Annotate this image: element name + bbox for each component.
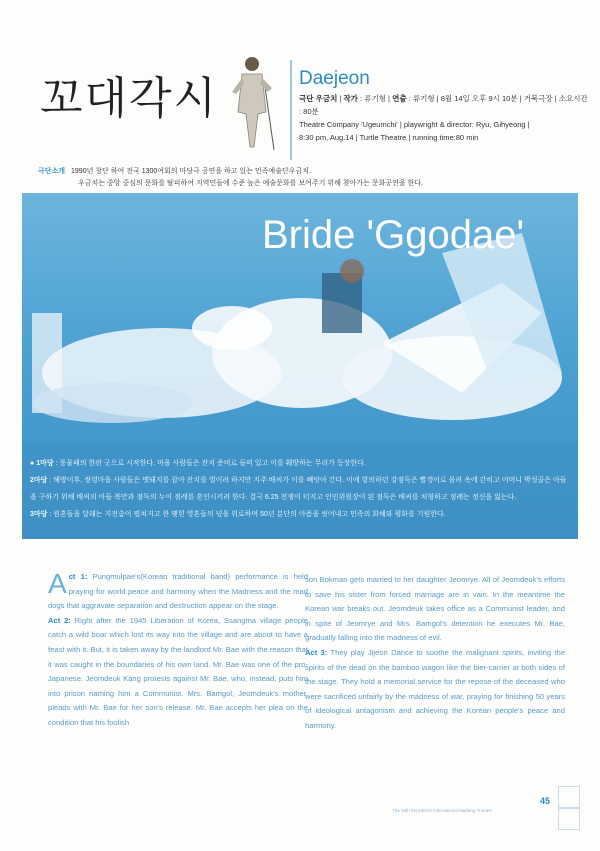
drop-cap: A xyxy=(48,568,67,599)
play-headline: Bride 'Ggodae' xyxy=(262,213,525,257)
footer-box xyxy=(558,786,580,808)
company-intro xyxy=(38,166,568,190)
act2-continued: son Bokman gets married to her daughter Jeomrye. All of Jeomdeuk's efforts to save his sister from forced marriage are in vain. In the meantime the Korean war breaks out. Jeomdeuk takes office as a Communist leader, and in spite of Jeomrye and Mrs. Bamgol's detention he executes Mr. Bae, gradually falling into the madness of evil. xyxy=(305,575,565,643)
body-column-1 xyxy=(48,570,308,731)
synopsis-act2-label: 2마당 xyxy=(30,477,48,484)
act3-text: They play Jijeon Dance to soothe the malignant spirits, inviting the spirits of the dead on the bamboo wagon like the bier-carrier at both sides of the stage. They hold a memorial service for the repose of the deceased who were sacrificed unfairly by the madness of war, praying for finishing 50 years of ideological antagonism and achieving the Korean people's peace and harmony. xyxy=(305,647,565,730)
company-label: 극단 우금치 xyxy=(299,94,338,103)
act1-label: ct 1: xyxy=(68,572,88,581)
footer-festival-name: The 18th INCHEON International Madang Theatre xyxy=(392,808,492,813)
act3-label: Act 3: xyxy=(305,647,328,657)
page-number: 45 xyxy=(540,796,551,806)
performer-photo xyxy=(228,52,276,152)
footer-box xyxy=(558,808,580,830)
schedule-en: 8:30 pm, Aug.14 | Turtle Theatre | running time:80 min xyxy=(299,133,479,142)
director-label: 연출 xyxy=(392,94,407,103)
schedule-ko: 8월 14일 오후 9시 10분 xyxy=(440,94,518,103)
playwright-en: playwright & director: Ryu, Gihyeong xyxy=(403,120,526,129)
runtime-label: 소요시간 xyxy=(558,94,588,103)
city-name: Daejeon xyxy=(299,68,370,89)
act2-text: Right after the 1945 Liberation of Korea, Ssangma village people catch a wild boar which lost its way into the village and are about to have a feast with it. But, it is taken away by the landlord Mr. Bae with the reason that it was caught in the boundaries of his own land. Mr. Bae was one of the pro-Japanese. Jeomdeuk Kang protests against Mr. Bae, who, instead, puts him into prison naming him a Communist. Mrs. Bamgol, Jeomdeuk's mother, pleads with Mr. Bae for her son's release. Mr. Bae accepts her plea on the condition that his foolish xyxy=(48,615,308,727)
synopsis-ko: ● 1마당 : 풍물패의 한판 굿으로 시작한다. 마을 사람들은 잔치 준비로 들떠 있고 이를 훼방하는 무리가 등장한다. 2마당 : 해방이후, 쌍령마을 사람들은 멧돼지를 잡아 잔치를 벌이려 하지만 지주 배씨가 이를 빼앗아 간다. 이에 항의하던 강점득은 빨갱이로 몰려 옥에 갇히고 어머니 박성골은 아들을 구하기 위해 배씨의 아들 복만과 점득의 누이 점례를 혼인시키려 한다. 결국 6.25 전쟁이 터지고 인민위원장이 된 점득은 배씨를 처형하고 점례는 정신을 잃는다. 3마당 : 원혼들을 달래는 지전춤이 펼쳐지고 한 맺힌 영혼들의 넋을 위로하며 50년 분단의 아픔을 씻어내고 민족의 화해와 평화를 기원한다. xyxy=(30,460,567,518)
synopsis-act1: 풍물패의 한판 굿으로 시작한다. 마을 사람들은 잔치 준비로 들떠 있고 이를 훼방하는 무리가 등장한다. xyxy=(59,460,366,467)
writer-name: 류기형 xyxy=(364,94,386,103)
intro-line-1: 1990년 창단 하여 전국 1300여회의 마당극 공연을 하고 있는 민족예술단우금치. xyxy=(71,168,311,175)
writer-label: 작가 xyxy=(343,94,358,103)
company-en: Theatre Company 'Ugeumchi' xyxy=(299,120,398,129)
act2-label: Act 2: xyxy=(48,615,71,625)
production-credits: 극단 우금치 | 작가 : 류기형 | 연출 : 류기형 | 8월 14일 오후 9시 10분 | 거북극장 | 소요시간 : 80분 Theatre Company 'Ugeumchi' | playwright & director: Ryu, Gihyeong | 8:30 pm, Aug.14 | Turtle Theatre | running time:80 min xyxy=(299,94,588,142)
venue-ko: 거북극장 xyxy=(523,94,553,103)
director-name: 류기형 xyxy=(412,94,435,103)
runtime-ko: 80분 xyxy=(303,107,319,116)
synopsis-act2: 해방이후, 쌍령마을 사람들은 멧돼지를 잡아 잔치를 벌이려 하지만 지주 배씨가 이를 빼앗아 간다. 이에 항의하던 강점득은 빨갱이로 몰려 옥에 갇히고 어머니 박성골은 아들을 구하기 위해 배씨의 아들 복만과 점득의 누이 점례를 혼인시키려 한다. 결국 6.25 전쟁이 터지고 인민위원장이 된 점득은 배씨를 처형하고 점례는 정신을 잃는다. xyxy=(30,477,567,501)
act1-text: Pungmulpae's(Korean traditional band) performance is held praying for world peace and harmony when the Madness and the mad dogs that aggravate separation and destruction appear on the stage. xyxy=(48,572,308,611)
synopsis-act3: 원혼들을 달래는 지전춤이 펼쳐지고 한 맺힌 영혼들의 넋을 위로하며 50년 분단의 아픔을 씻어내고 민족의 화해와 평화를 기원한다. xyxy=(53,511,446,518)
body-column-2 xyxy=(305,573,565,734)
intro-tag: 극단소개 xyxy=(38,168,66,175)
synopsis-act1-label: 1마당 xyxy=(36,460,54,467)
intro-line-2: 우금치는 중앙 중심의 문화를 탈피하여 지역민들에 수준 높은 예술문화를 보여주기 위해 찾아가는 문화공연을 한다. xyxy=(78,180,424,187)
korean-title: 꼬대각시 xyxy=(40,73,219,124)
synopsis-act3-label: 3마당 xyxy=(30,511,48,518)
header-divider xyxy=(290,60,292,160)
